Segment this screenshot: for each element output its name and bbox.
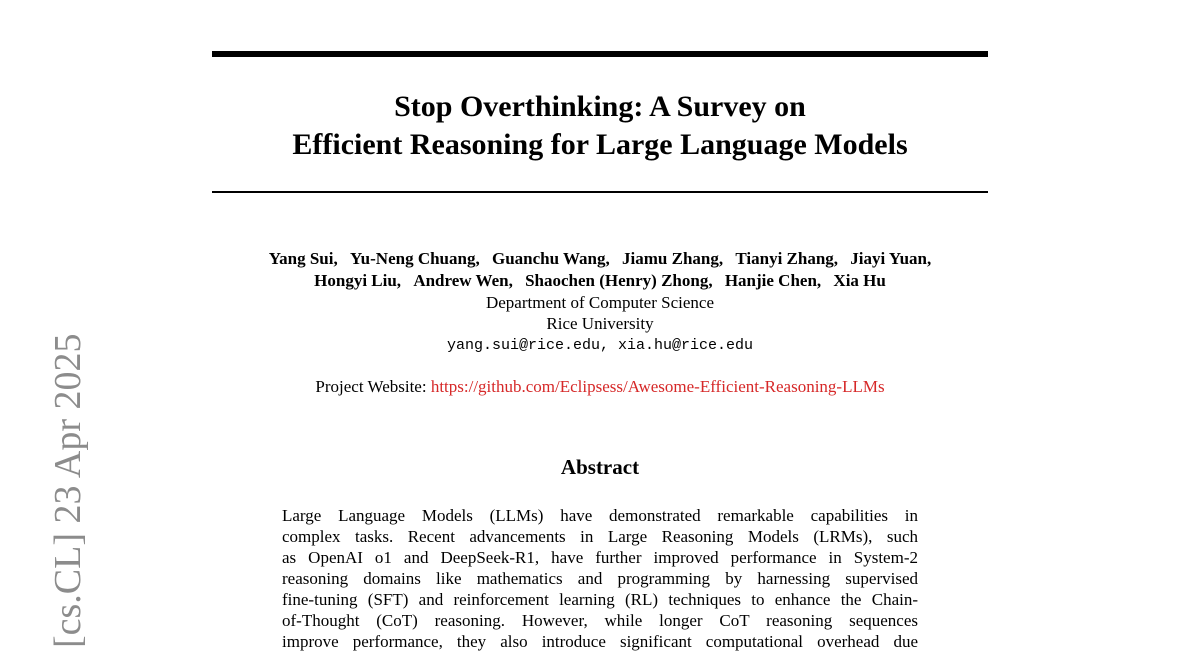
author-line-1: [150, 248, 1050, 270]
title-rule: [212, 191, 988, 193]
author-line-2: [150, 270, 1050, 292]
author: Hongyi Liu,: [314, 271, 402, 290]
website-link[interactable]: https://github.com/Eclipsess/Awesome-Efficient-Reasoning-LLMs: [430, 377, 885, 396]
author: Andrew Wen,: [413, 271, 513, 290]
abstract-line: reasoning domains like mathematics and programming by harnessing supervised: [282, 569, 918, 588]
author: Tianyi Zhang,: [735, 249, 839, 268]
project-website: [150, 376, 1050, 398]
author: Yu-Neng Chuang,: [349, 249, 480, 268]
abstract-line: of-Thought (CoT) reasoning. However, while longer CoT reasoning sequences: [282, 611, 918, 630]
author: Jiamu Zhang,: [622, 249, 724, 268]
abstract-line: Large Language Models (LLMs) have demonstrated remarkable capabilities in: [282, 506, 918, 525]
author-emails: yang.sui@rice.edu, xia.hu@rice.edu: [446, 337, 754, 354]
university: Rice University: [546, 314, 654, 333]
author: Guanchu Wang,: [491, 249, 610, 268]
abstract-line: fine-tuning (SFT) and reinforcement learning (RL) techniques to enhance the Chain-: [282, 590, 918, 609]
affiliation: [200, 292, 1000, 334]
author: Hanjie Chen,: [724, 271, 822, 290]
author: Shaochen (Henry) Zhong,: [525, 271, 713, 290]
paper-title: [212, 88, 988, 164]
arxiv-stamp: [cs.CL] 23 Apr 2025: [47, 333, 89, 648]
title-line-2: Efficient Reasoning for Large Language Models: [292, 128, 908, 161]
top-rule: [212, 51, 988, 57]
author: Yang Sui,: [268, 249, 338, 268]
abstract-heading: Abstract: [560, 455, 640, 479]
author-list: [150, 248, 1050, 292]
title-line-1: Stop Overthinking: A Survey on: [394, 90, 806, 123]
department: Department of Computer Science: [485, 293, 714, 312]
abstract-line: improve performance, they also introduce significant computational overhead due: [282, 632, 918, 651]
abstract-line: as OpenAI o1 and DeepSeek-R1, have further improved performance in System-2: [282, 548, 918, 567]
website-label: Project Website:: [315, 377, 427, 396]
author: Xia Hu: [833, 271, 886, 290]
author: Jiayi Yuan,: [850, 249, 932, 268]
abstract-text: [282, 505, 918, 652]
abstract-line: complex tasks. Recent advancements in Large Reasoning Models (LRMs), such: [282, 527, 918, 546]
